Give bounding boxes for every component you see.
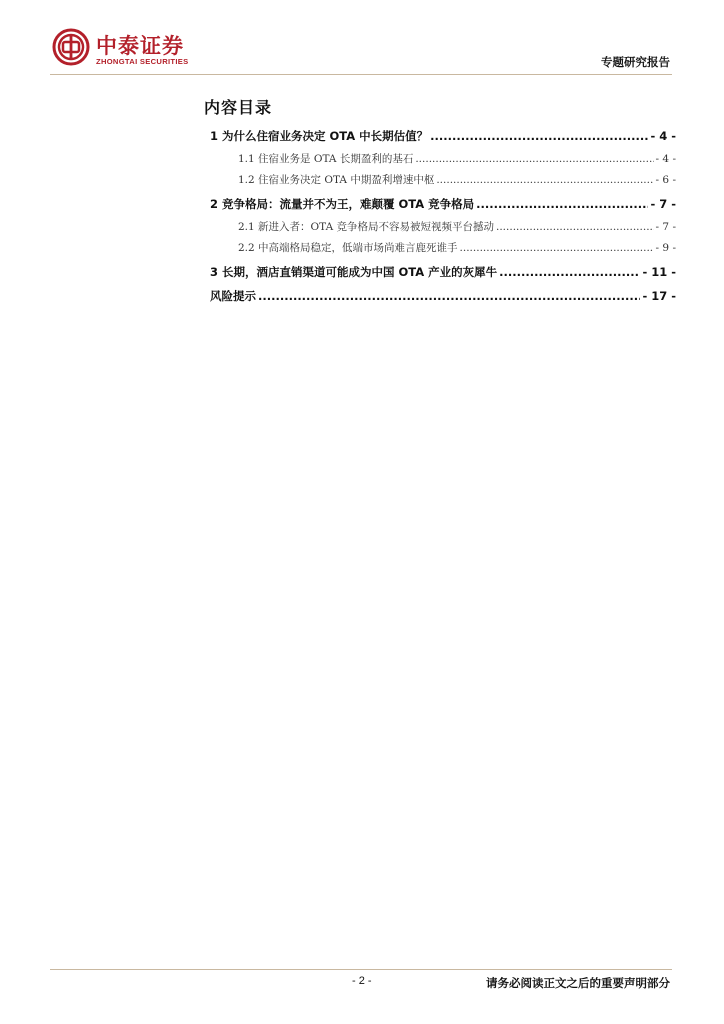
toc-leader-dots: [460, 242, 654, 254]
toc-title: 内容目录: [204, 98, 273, 117]
header-divider: [50, 74, 672, 75]
report-type-label: 专题研究报告: [601, 55, 670, 69]
footer-divider: [50, 969, 672, 970]
toc-leader-dots: [436, 174, 653, 186]
brand-name-cn: 中泰证券: [96, 34, 184, 58]
toc-leader-dots: [499, 265, 640, 279]
toc-entry-3[interactable]: [210, 264, 676, 280]
toc-entry-text: 风险提示: [210, 289, 256, 303]
disclaimer-text: 请务必阅读正文之后的重要声明部分: [486, 976, 670, 990]
page-number: - 2 -: [352, 975, 372, 987]
page-header: [0, 0, 724, 80]
toc-entry-text: 2.1 新进入者：OTA 竞争格局不容易被短视频平台撼动: [238, 221, 494, 233]
toc-entry-2-2[interactable]: [238, 240, 676, 255]
toc-entry-text: 2.2 中高端格局稳定，低端市场尚难言鹿死谁手: [238, 242, 458, 254]
toc-entry-page: - 9 -: [655, 242, 676, 254]
toc-entry-text: 3 长期，酒店直销渠道可能成为中国 OTA 产业的灰犀牛: [210, 265, 498, 279]
toc-entry-risk[interactable]: [210, 288, 676, 304]
toc-entry-text: 1 为什么住宿业务决定 OTA 中长期估值？: [210, 129, 429, 143]
toc-leader-dots: [415, 153, 653, 165]
toc-leader-dots: [430, 129, 648, 143]
toc-entry-page: - 4 -: [655, 153, 676, 165]
toc-entry-1[interactable]: [210, 128, 676, 144]
toc-entry-page: - 7 -: [655, 221, 676, 233]
toc-entry-1-2[interactable]: [238, 172, 676, 187]
zhongtai-logo-icon: [52, 28, 90, 66]
toc-entry-1-1[interactable]: [238, 151, 676, 166]
brand-name-en: ZHONGTAI SECURITIES: [96, 57, 189, 66]
toc-entry-text: 1.2 住宿业务决定 OTA 中期盈利增速中枢: [238, 174, 435, 186]
toc-leader-dots: [476, 197, 648, 211]
toc-entry-page: - 7 -: [650, 197, 676, 211]
toc-entry-text: 2 竞争格局：流量并不为王，难颠覆 OTA 竞争格局: [210, 197, 475, 211]
toc-entry-2-1[interactable]: [238, 219, 676, 234]
toc-entry-text: 1.1 住宿业务是 OTA 长期盈利的基石: [238, 153, 414, 165]
toc-entry-page: - 17 -: [642, 289, 676, 303]
toc-entry-page: - 11 -: [642, 265, 676, 279]
company-logo: [52, 28, 222, 72]
toc-entry-page: - 4 -: [650, 129, 676, 143]
toc-leader-dots: [258, 289, 640, 303]
toc-entry-2[interactable]: [210, 196, 676, 212]
toc-entry-page: - 6 -: [655, 174, 676, 186]
toc-leader-dots: [496, 221, 654, 233]
